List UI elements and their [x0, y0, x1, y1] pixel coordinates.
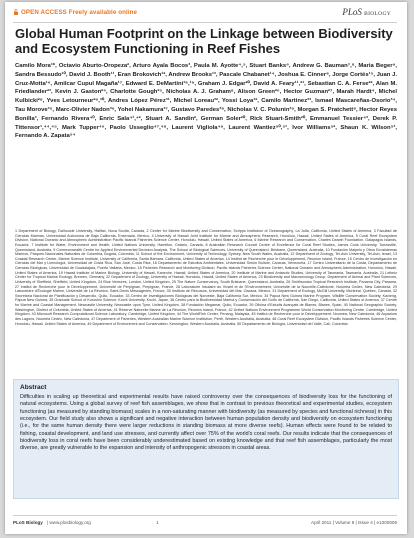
open-access-banner [13, 9, 137, 16]
affiliation-list: 1 Department of Biology, Dalhousie University, Halifax, Nova Scotia, Canada, 2 Center for Marine Biodiversity and Conservation, Scripps Institution of Oceanography, La Jolla, California, United States of America, 3 Facultad de Ciencias Marinas, Universidad Autónoma de Baja California, Ensenada, Mexico, 4 University of Hawaii Joint Institute for Marine and Atmospheric Research, Honolulu, Hawaii, United States of America, 5 Coral Reef Ecosystem Division, National Oceanic and Atmospheric Administration Pacific Islands Fisheries Science Center, Honolulu, Hawaii, United States of America, 6 Marine Research and Conservation, Charles Darwin Foundation, Galapagos Islands, Ecuador, 7 Institute for Water, Environment and Health, United Nations University, Hamilton, Ontario, Canada, 8 Australian Research Council Centre of Excellence for Coral Reef Studies, James Cook University, Townsville, Queensland, Australia, 9 Commonwealth Centre for Applied Environmental Decision Analysis, The School of Biological Sciences, University of Queensland, Brisbane, Queensland, Australia, 10 Fundación Malpelo y Otros Ecosistemas Marinos, Parques Nacionales Naturales de Colombia, Bogota, Colombia, 11 School of the Environment, University of Technology, Sydney, New South Wales, Australia, 12 Department of Zoology, Tel-Aviv University, Tel-Aviv, Israel, 13 Coastal Research Center, Marine Science Institute, University of California, Santa Barbara, California, United States of America, 14 Institut de Recherche pour le Développement, Reunion Island, France, 15 Centro de Investigación en Ciencias del Mar y Limnología, Universidad de Costa Rica, San José, Costa Rica, 16 Departamento de Estudios Ambientales, Universidad Simón Bolívar, Caracas, Venezuela, 17 Centro Universitario de la Costa, Departamento de Ciencias Biológicas, Universidad de Guadalajara, Puerto Vallarta, Mexico, 18 Fisheries Research and Monitoring Division, Pacific Islands Fisheries Science Center, National Oceanic and Atmospheric Administration, Honolulu, Hawaii, United States of America, 19 Hawaii Institute of Marine Biology, University of Hawaii, Kaneohe, Hawaii, United States of America, 20 Institute of Marine and Antarctic Studies, University of Tasmania, Tasmania, Australia, 21 Leibniz Center for Tropical Marine Ecology, Bremen, Germany, 22 Department of Zoology, University of Hawaii, Honolulu, Hawaii, United States of America, 23 Biodiversity and Macroecology Group, Department of Animal and Plant Sciences, University of Sheffield, Sheffield, United Kingdom, 24 Blue Ventures, London, United Kingdom, 25 The Nature Conservancy, South Brisbane, Queensland, Australia, 26 Smithsonian Tropical Research Institute, Panama City, Panama, 27 Institut de Recherche pour le Développement, Université de Perpignan, Perpignan, France, 28 Laboratoire Insulaire du Vivant et de l'Environnement, Université de la Nouvelle-Calédonie, Nouméa Cedex, New Caledonia, 29 Laboratoire d'Écologie Marine, Université de La Réunion, Saint-Denis Messageries, France, 30 Instituto de Recursos, Universidad del Mar, Oaxaca, Mexico, 31 Department of Ecology, McGill University, Montreal, Québec, Canada, 32 Secretaría Nacional de Planificación y Desarrollo, Quito, Ecuador, 33 Centro de Investigaciones Biológicas del Noroeste, Baja California Sur, Mexico, 34 Papua New Guinea Marine Program, Wildlife Conservation Society, Kavieng, Papua New Guinea, 35 Graduate School of Kuroshio Science, Kochi University, Kochi, Japan, 36 Centro para la Biodiversidad Marina y Conservación del Golfo de California, San Diego, California, United States of America, 37 Centre for Marine and Coastal Management, Newcastle University, Newcastle upon Tyne, United Kingdom, 38 Fundación Megamar, Quito, Ecuador, 39 Oficina d'Estudis Avançats de Blanes, Blanes, Spain, 40 National Geographic Society, Washington, District of Columbia, United States of America, 41 Réserve Naturelle Marine de La Réunion, Reunion Island, France, 42 United Nations Environment Programme World Conservation Monitoring Centre, Cambridge, United Kingdom, 43 Microsoft Research Computational Science Laboratory, Cambridge, United Kingdom, 44 The WorldFish Center, Penang, Malaysia, 45 Institut de Recherche pour le Développement, Nouméa, New Caledonia, 46 Aquarium des Lagons, Nouméa Cedex, New Caledonia, 47 Department of Fisheries, Western Australian Marine Science Institution, Perth, Western Australia, Australia, 48 Coral Reef Ecosystem Division, Pacific Islands Fisheries Science Center, Honolulu, Hawaii, United States of America, 49 Department of Environment and Conservation, Kensington, Western Australia, Australia, 50 Departamento de Biología, Universidad del Valle, Cali, Colombia [15, 229, 397, 326]
journal-logo [342, 7, 391, 17]
footer-journal: PLoS Biology [13, 520, 43, 525]
logo-main: PLoS [342, 7, 362, 17]
open-access-lock-icon [13, 9, 19, 15]
header-divider [13, 22, 397, 23]
abstract-heading: Abstract [20, 384, 47, 391]
footer-url: | www.plosbiology.org [46, 520, 91, 525]
article-title: Global Human Footprint on the Linkage between Biodiversity and Ecosystem Functioning in Reef Fishes [15, 26, 393, 56]
abstract-text: Difficulties in scaling up theoretical and experimental results have raised controversy over the consequences of biodiversity loss for the functioning of natural ecosystems. Using a global survey of reef fish assemblages, we show that in contrast to previous theoretical and experimental studies, ecosystem functioning (as measured by standing biomass) scales in a non-saturating manner with biodiversity (as measured by species and functional richness) in this ecosystem. Our field study also shows a significant and negative interaction between human population density and biodiversity on ecosystem functioning (i.e., for the same human density there were larger reductions in standing biomass at more diverse reefs). Human effects were found to be related to fishing, coastal development, and land use stresses, and currently affect over 75% of the world's coral reefs. Our results indicate that the consequences of biodiversity loss in coral reefs have been considerably underestimated based on existing knowledge and that reef fish assemblages, particularly the most diverse, are greatly vulnerable to the expansion and intensity of anthropogenic stressors in coastal areas. [20, 394, 392, 452]
footer-right [156, 520, 397, 525]
footer-left [13, 520, 91, 525]
open-access-text: OPEN ACCESS Freely available online [21, 9, 138, 16]
author-list: Camilo Mora¹*, Octavio Aburto-Oropeza², Arturo Ayala Bocos³, Paula M. Ayotte⁴,⁵, Stuart Banks⁶, Andrew G. Bauman⁷,⁸, Maria Beger⁹, Sandra Bessudo¹⁰, David J. Booth¹¹, Eran Brokovich¹², Andrew Brooks¹³, Pascale Chabanet¹⁴, Joshua E. Cinner⁸, Jorge Cortés¹⁵, Juan J. Cruz-Motta¹⁶, Amilcar Cupul Magaña¹⁷, Edward E. DeMartini¹⁸,¹⁹, Graham J. Edgar²⁰, David A. Feary¹¹,²¹, Sebastian C. A. Ferse²², Alan M. Friedlander²³, Kevin J. Gaston²⁴, Charlotte Gough²⁵, Nicholas A. J. Graham⁸, Alison Green²⁶, Hector Guzman²⁷, Marah Hardt⁴, Michel Kulbicki²⁸, Yves Letourneur²⁹,³⁰, Andres López Pérez³¹, Michel Loreau³², Yossi Loya¹², Camilo Martinez³³, Ismael Mascareñas-Osorio³⁴, Tau Morove³⁵, Marc-Olivier Nadon³⁶, Yohei Nakamura³⁷, Gustavo Paredes³⁸, Nicholas V. C. Polunin³⁹, Morgan S. Pratchett⁸, Hector Reyes Bonilla³, Fernando Rivera⁴⁰, Enric Sala⁴¹,⁴², Stuart A. Sandin², German Soler²⁰, Rick Stuart-Smith²⁰, Emmanuel Tessier⁴³, Derek P. Tittensor¹,⁴⁴,⁴⁵, Mark Tupper⁴⁶, Paolo Usseglio⁴⁷,⁴⁸, Laurent Vigliola⁴⁹, Laurent Wantiez⁵⁰,⁵¹, Ivor Williams⁵², Shaun K. Wilson⁵³, Fernando A. Zapata⁵⁴ [15, 63, 397, 140]
footer-divider [13, 515, 397, 516]
page-number: 1 [156, 520, 159, 525]
journal-header [13, 8, 397, 22]
abstract-box [13, 379, 399, 499]
footer-citation: April 2011 | Volume 9 | Issue 4 | e1000606 [311, 520, 397, 525]
logo-sub: BIOLOGY [364, 11, 391, 17]
article-page [5, 2, 407, 534]
page-footer [13, 519, 397, 529]
